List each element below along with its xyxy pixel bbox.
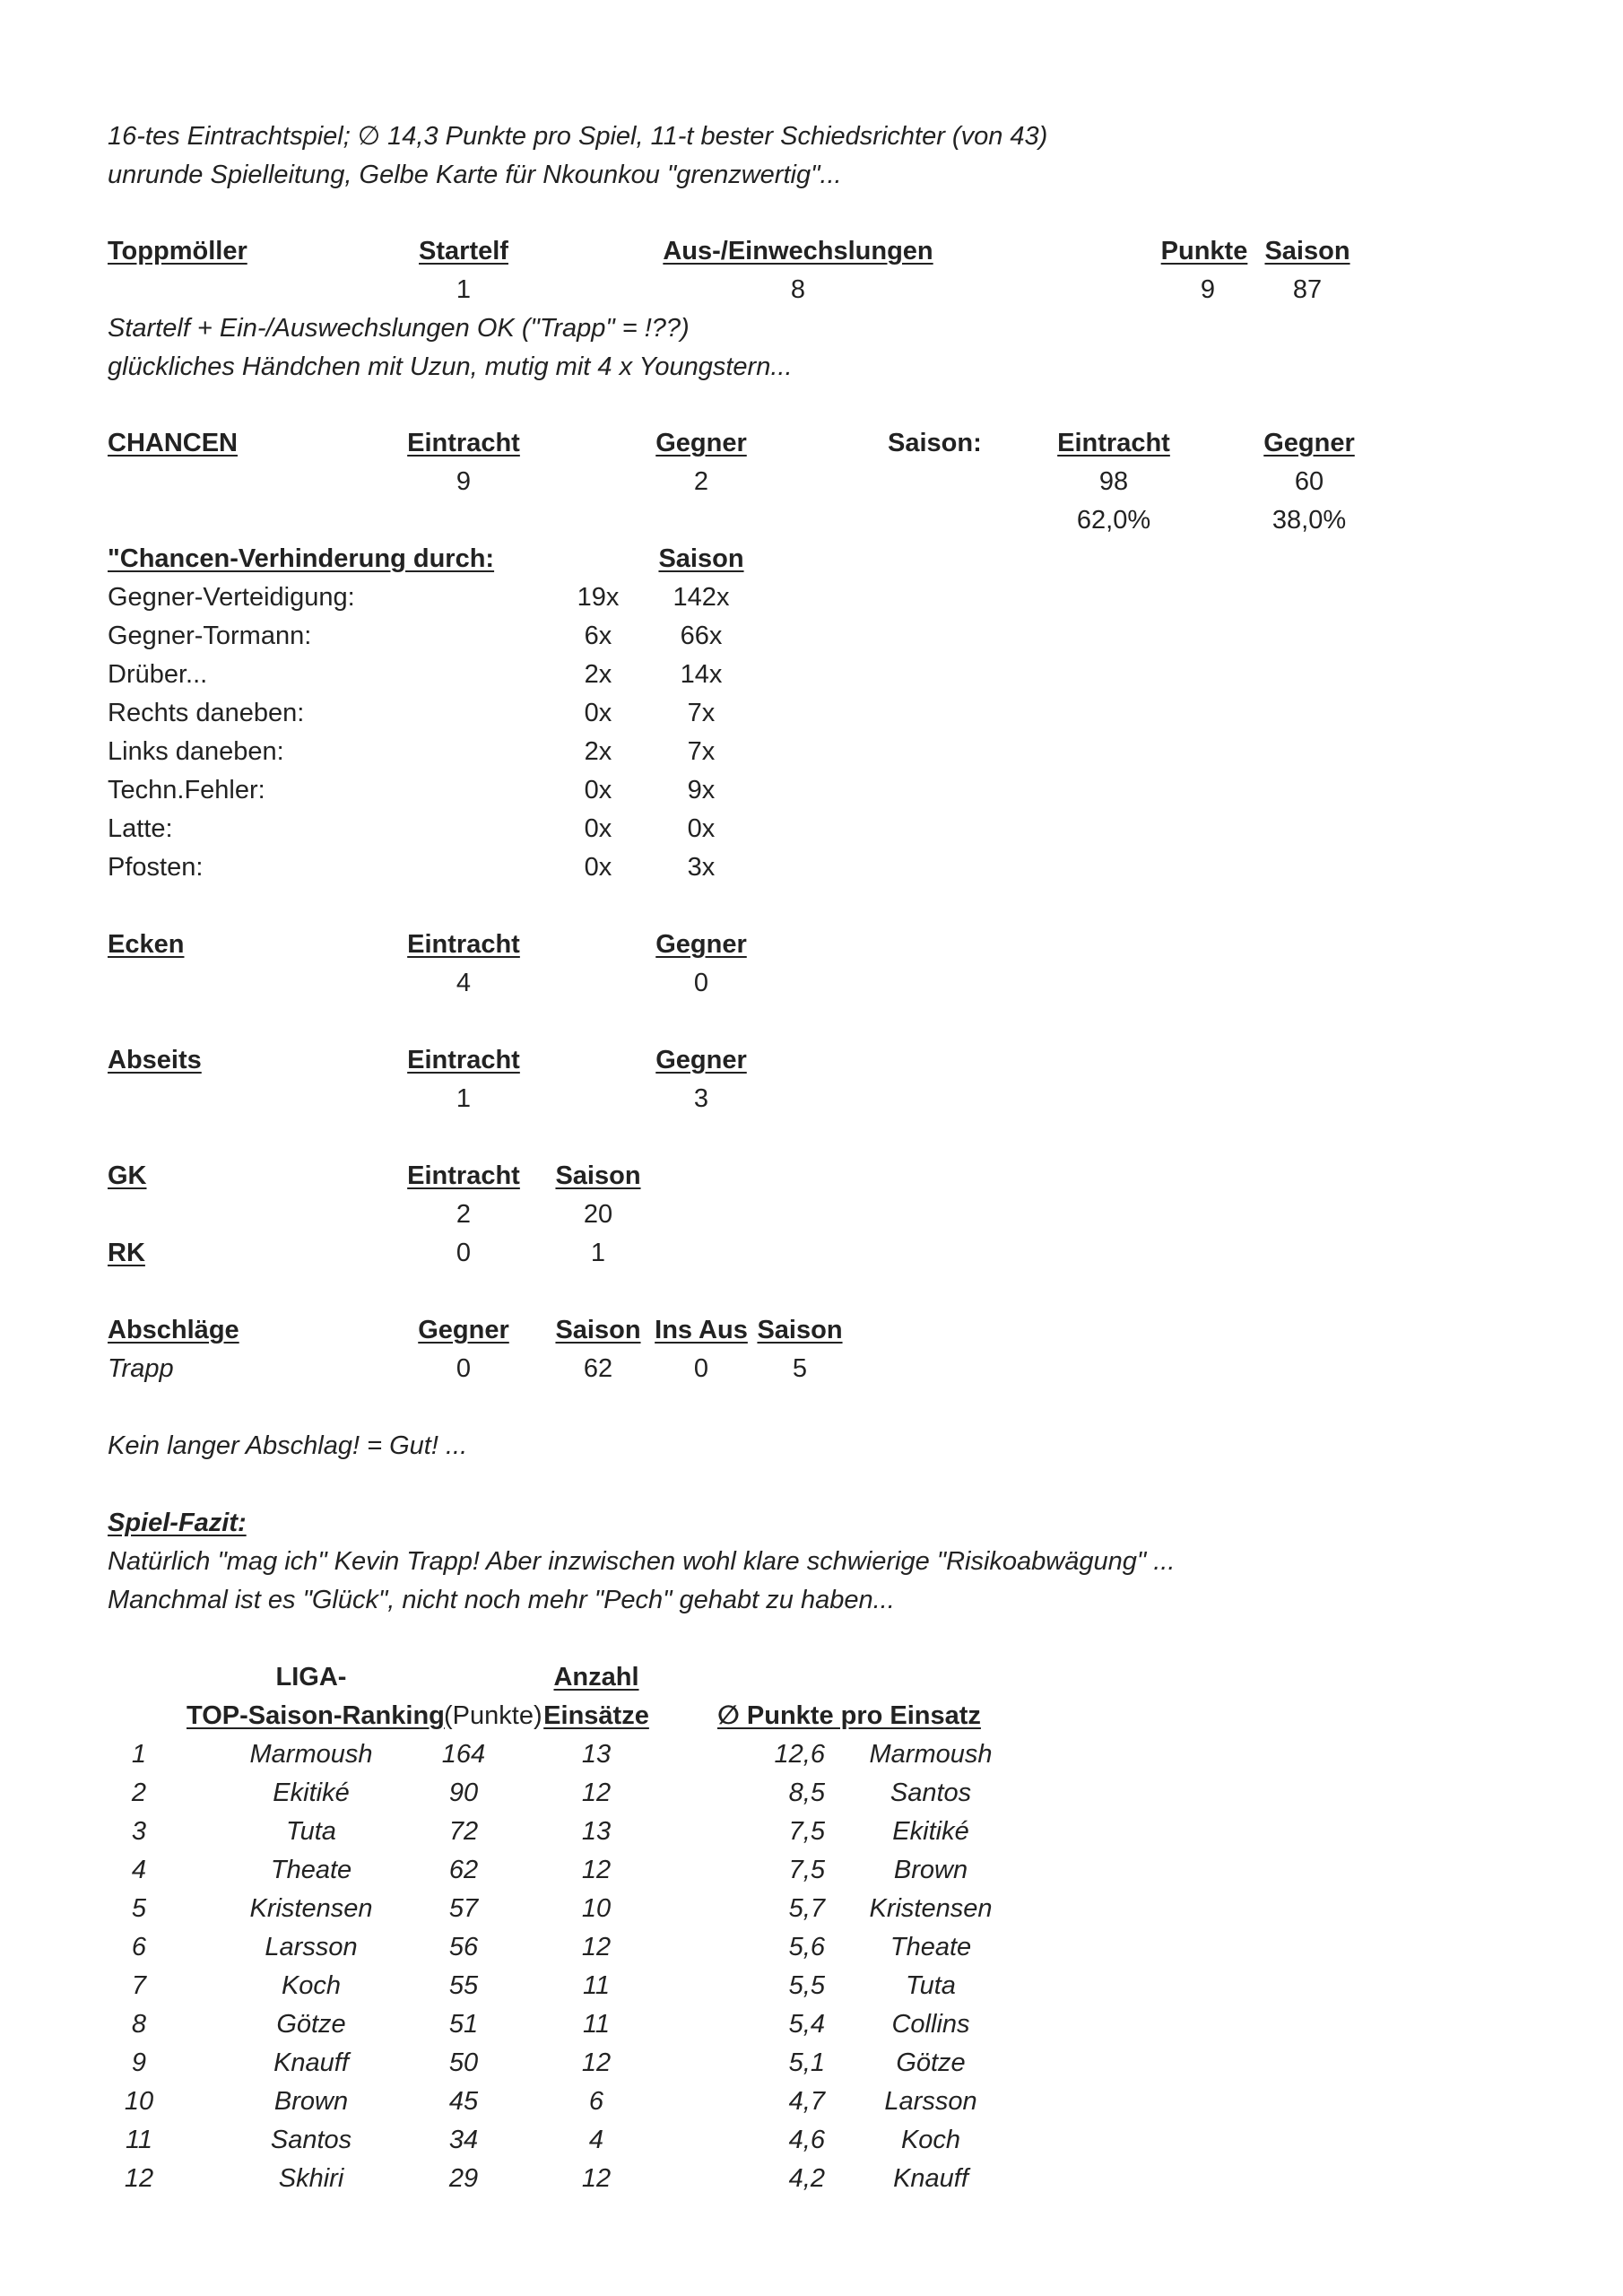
ranking-rank: 5 [131, 1894, 147, 1923]
ranking-avg: 4,6 [788, 2126, 825, 2154]
ranking-einsaetze: 11 [582, 1971, 611, 2000]
abschlaege-insaus-header: Ins Aus [655, 1316, 748, 1344]
ranking-avg-name: Larsson [884, 2087, 977, 2116]
ranking-avg: 4,2 [788, 2164, 825, 2193]
ranking-liga-header: LIGA- [275, 1663, 347, 1692]
gk-label: GK [108, 1161, 147, 1190]
ranking-avg-name: Theate [890, 1933, 972, 1961]
chancen-saison-gegner-header: Gegner [1263, 429, 1355, 457]
chancen-eintracht-value: 9 [456, 467, 472, 496]
ranking-punkte: 90 [448, 1779, 479, 1807]
ranking-avg: 5,6 [788, 1933, 825, 1961]
ranking-name: Koch [281, 1971, 342, 2000]
verhinderung-spiel: 0x [584, 853, 612, 882]
ranking-punkte: 72 [448, 1817, 479, 1846]
verhinderung-spiel: 2x [584, 660, 612, 689]
abseits-title: Abseits [108, 1046, 202, 1074]
ranking-avg-name: Collins [891, 2010, 970, 2039]
verhinderung-spiel: 0x [584, 776, 612, 804]
ranking-rank: 10 [124, 2087, 154, 2116]
ecken-eintracht-header: Eintracht [407, 930, 520, 959]
coach-wechsel-value: 8 [790, 275, 806, 304]
ranking-punkte: 164 [441, 1740, 486, 1769]
gk-saison-value: 20 [583, 1200, 613, 1229]
ranking-name: Larsson [265, 1933, 358, 1961]
ranking-einsaetze: 13 [581, 1740, 612, 1769]
chancen-gegner-value: 2 [693, 467, 709, 496]
coach-saison-header: Saison [1264, 237, 1350, 265]
chancen-saison-eintracht-header: Eintracht [1057, 429, 1170, 457]
verhinderung-label: Rechts daneben: [108, 699, 305, 727]
ranking-avg: 12,6 [774, 1740, 825, 1769]
ecken-gegner-header: Gegner [655, 930, 747, 959]
ranking-avg-name: Götze [896, 2048, 966, 2077]
ranking-einsaetze: 4 [588, 2126, 604, 2154]
ranking-name: Skhiri [278, 2164, 344, 2193]
abschlaege-insaus-value: 0 [693, 1354, 709, 1383]
fazit-line-2: Manchmal ist es "Glück", nicht noch mehr "Pech" gehabt zu haben... [108, 1586, 895, 1614]
ranking-einsaetze: 6 [588, 2087, 604, 2116]
verhinderung-saison: 0x [687, 814, 716, 843]
ranking-einsaetze: 12 [581, 2164, 612, 2193]
ranking-avg: 7,5 [788, 1856, 825, 1884]
coach-note-2: glückliches Händchen mit Uzun, mutig mit 4 x Youngstern... [108, 352, 793, 381]
ranking-punkte: 57 [448, 1894, 479, 1923]
coach-startelf-value: 1 [456, 275, 472, 304]
coach-punkte-header: Punkte [1160, 237, 1248, 265]
verhinderung-saison: 7x [687, 699, 716, 727]
verhinderung-saison: 3x [687, 853, 716, 882]
coach-punkte-value: 9 [1200, 275, 1216, 304]
abschlaege-saison2-header: Saison [757, 1316, 843, 1344]
ranking-avg-name: Tuta [906, 1971, 956, 2000]
ranking-rank: 8 [131, 2010, 147, 2039]
ranking-rank: 12 [124, 2164, 154, 2193]
abschlaege-title: Abschläge [108, 1316, 239, 1344]
ecken-eintracht-value: 4 [456, 969, 472, 997]
ranking-einsaetze: 11 [582, 2010, 611, 2039]
chancen-saison-gegner-value: 60 [1294, 467, 1324, 496]
chancen-title: CHANCEN [108, 429, 238, 457]
chancen-eintracht-header: Eintracht [407, 429, 520, 457]
fazit-line-1: Natürlich "mag ich" Kevin Trapp! Aber inzwischen wohl klare schwierige "Risikoabwägung" ... [108, 1547, 1176, 1576]
ranking-name: Kristensen [249, 1894, 373, 1923]
ranking-avg: 7,5 [788, 1817, 825, 1846]
abseits-gegner-value: 3 [693, 1084, 709, 1113]
abschlaege-note: Kein langer Abschlag! = Gut! ... [108, 1431, 468, 1460]
intro-line-2: unrunde Spielleitung, Gelbe Karte für Nkounkou "grenzwertig"... [108, 161, 842, 189]
chancen-saison-eintracht-percent: 62,0% [1076, 506, 1151, 535]
ranking-avg-name: Knauff [893, 2164, 968, 2193]
ranking-rank: 1 [131, 1740, 147, 1769]
ranking-einsaetze: 13 [581, 1817, 612, 1846]
ranking-name: Knauff [273, 2048, 349, 2077]
karten-saison-header: Saison [555, 1161, 641, 1190]
ranking-anzahl-header: Anzahl [553, 1663, 639, 1692]
coach-name: Toppmöller [108, 237, 247, 265]
ranking-punkte: 62 [448, 1856, 479, 1884]
verhinderung-spiel: 19x [577, 583, 620, 612]
verhinderung-spiel: 0x [584, 699, 612, 727]
abseits-gegner-header: Gegner [655, 1046, 747, 1074]
ranking-avg-header: ∅ Punkte pro Einsatz [717, 1701, 981, 1730]
ranking-name: Brown [273, 2087, 349, 2116]
ranking-rank: 3 [131, 1817, 147, 1846]
ranking-avg-name: Koch [900, 2126, 961, 2154]
coach-note-1: Startelf + Ein-/Auswechslungen OK ("Trapp" = !??) [108, 314, 690, 343]
verhinderung-label: Techn.Fehler: [108, 776, 265, 804]
ranking-avg-name: Ekitiké [892, 1817, 969, 1846]
abschlaege-saison-value: 62 [583, 1354, 613, 1383]
verhinderung-label: Latte: [108, 814, 173, 843]
chancen-saison-gegner-percent: 38,0% [1271, 506, 1347, 535]
abseits-eintracht-value: 1 [456, 1084, 472, 1113]
ranking-punkte: 45 [448, 2087, 479, 2116]
fazit-title: Spiel-Fazit: [108, 1509, 247, 1537]
ranking-einsaetze-header: Einsätze [543, 1701, 649, 1730]
ranking-rank: 2 [131, 1779, 147, 1807]
ranking-avg-name: Brown [893, 1856, 968, 1884]
rk-saison-value: 1 [590, 1239, 606, 1267]
verhinderung-label: Gegner-Tormann: [108, 622, 312, 650]
ranking-rank: 7 [131, 1971, 147, 2000]
rk-eintracht-value: 0 [456, 1239, 472, 1267]
ranking-punkte: 29 [448, 2164, 479, 2193]
ranking-avg-name: Santos [890, 1779, 972, 1807]
verhinderung-saison: 7x [687, 737, 716, 766]
abschlaege-gegner-header: Gegner [418, 1316, 509, 1344]
abschlaege-saison-header: Saison [555, 1316, 641, 1344]
ranking-avg: 5,1 [788, 2048, 825, 2077]
ranking-avg: 5,5 [788, 1971, 825, 2000]
ranking-avg: 5,4 [788, 2010, 825, 2039]
ranking-name: Marmoush [249, 1740, 373, 1769]
ranking-name: Theate [270, 1856, 352, 1884]
ranking-einsaetze: 12 [581, 1779, 612, 1807]
chancen-saison-eintracht-value: 98 [1098, 467, 1129, 496]
ecken-gegner-value: 0 [693, 969, 709, 997]
abschlaege-saison2-value: 5 [792, 1354, 808, 1383]
verhinderung-spiel: 0x [584, 814, 612, 843]
ranking-punkte-header: (Punkte) [444, 1701, 542, 1730]
coach-saison-value: 87 [1292, 275, 1323, 304]
ranking-punkte: 51 [448, 2010, 479, 2039]
verhinderung-label: Links daneben: [108, 737, 284, 766]
chancen-saison-label: Saison: [888, 429, 982, 457]
verhinderung-title: "Chancen-Verhinderung durch: [108, 544, 495, 573]
ranking-punkte: 34 [448, 2126, 479, 2154]
ranking-name: Santos [270, 2126, 352, 2154]
ranking-rank: 9 [131, 2048, 147, 2077]
ranking-name: Tuta [286, 1817, 336, 1846]
gk-eintracht-value: 2 [456, 1200, 472, 1229]
ranking-einsaetze: 12 [581, 2048, 612, 2077]
ranking-punkte: 56 [448, 1933, 479, 1961]
verhinderung-saison: 142x [673, 583, 730, 612]
ranking-avg: 5,7 [788, 1894, 825, 1923]
verhinderung-spiel: 6x [584, 622, 612, 650]
chancen-gegner-header: Gegner [655, 429, 747, 457]
ranking-avg-name: Kristensen [869, 1894, 993, 1923]
ranking-punkte: 55 [448, 1971, 479, 2000]
coach-wechsel-header: Aus-/Einwechslungen [663, 237, 933, 265]
abschlaege-player: Trapp [108, 1354, 174, 1383]
rk-label: RK [108, 1239, 145, 1267]
abseits-eintracht-header: Eintracht [407, 1046, 520, 1074]
ranking-name: Götze [276, 2010, 346, 2039]
verhinderung-label: Pfosten: [108, 853, 204, 882]
verhinderung-spiel: 2x [584, 737, 612, 766]
ranking-rank: 11 [125, 2126, 153, 2154]
ranking-avg-name: Marmoush [869, 1740, 993, 1769]
ranking-top-header: TOP-Saison-Ranking [187, 1701, 445, 1730]
ranking-rank: 6 [131, 1933, 147, 1961]
ranking-rank: 4 [131, 1856, 147, 1884]
intro-line-1: 16-tes Eintrachtspiel; ∅ 14,3 Punkte pro Spiel, 11-t bester Schiedsrichter (von 43) [108, 122, 1048, 151]
ranking-avg: 8,5 [788, 1779, 825, 1807]
karten-eintracht-header: Eintracht [407, 1161, 520, 1190]
verhinderung-saison: 9x [687, 776, 716, 804]
ranking-punkte: 50 [448, 2048, 479, 2077]
coach-startelf-header: Startelf [419, 237, 508, 265]
verhinderung-label: Drüber... [108, 660, 208, 689]
verhinderung-saison-header: Saison [658, 544, 744, 573]
abschlaege-gegner-value: 0 [456, 1354, 472, 1383]
verhinderung-label: Gegner-Verteidigung: [108, 583, 355, 612]
verhinderung-saison: 14x [680, 660, 723, 689]
ecken-title: Ecken [108, 930, 185, 959]
ranking-einsaetze: 12 [581, 1933, 612, 1961]
ranking-avg: 4,7 [788, 2087, 825, 2116]
ranking-einsaetze: 12 [581, 1856, 612, 1884]
ranking-name: Ekitiké [273, 1779, 350, 1807]
ranking-einsaetze: 10 [581, 1894, 612, 1923]
verhinderung-saison: 66x [680, 622, 723, 650]
